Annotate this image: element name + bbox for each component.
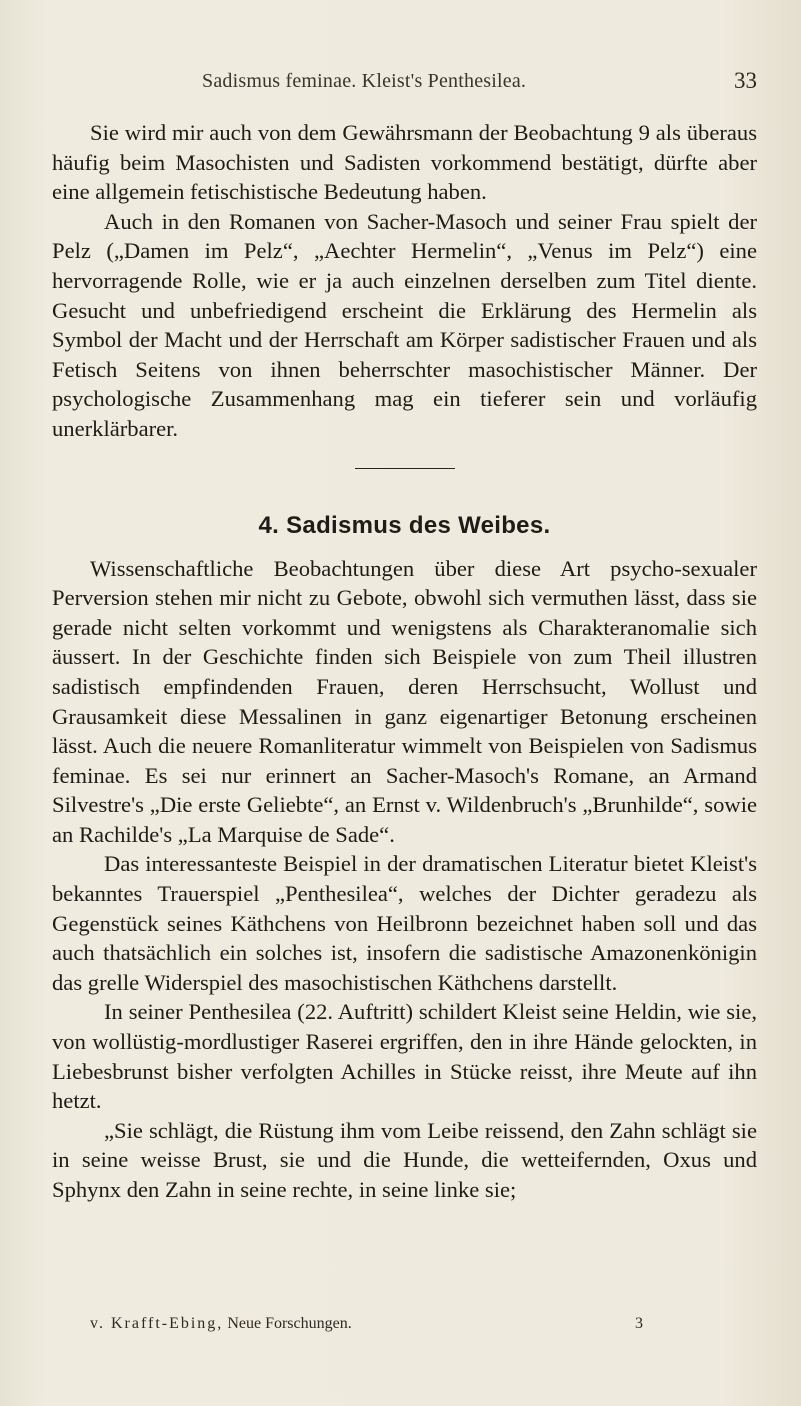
running-head: Sadismus feminae. Kleist's Penthesilea. <box>202 70 527 92</box>
paragraph: Auch in den Romanen von Sacher-Masoch und seiner Frau spielt der Pelz („Damen im Pelz“, „Aechter Hermelin“, „Venus im Pelz“) eine hervorragende Rolle, wie er ja auch einzelnen derselben zum Titel diente. Gesucht und unbefriedigend erscheint die Erklärung des Hermelin als Symbol der Macht und der Herrschaft am Körper sadistischer Frauen und als Fetisch Seitens von ihnen beherrschter masochistischer Männer. Der psychologische Zusammenhang mag ein tieferer sein und vorläufig unerklärbarer. <box>52 208 757 441</box>
footer-signature: 3 <box>635 1315 643 1332</box>
paragraph: „Sie schlägt, die Rüstung ihm vom Leibe reissend, den Zahn schlägt sie in seine weisse Brust, sie und die Hunde, die wetteifernden, Oxus und Sphynx den Zahn in seine rechte, in seine linke sie; <box>52 1117 757 1202</box>
page-number: 33 <box>734 68 757 93</box>
footer-title: Neue Forschungen. <box>227 1315 352 1332</box>
page-footer <box>90 1315 757 1333</box>
paragraph: Wissenschaftliche Beobachtungen über diese Art psycho-sexualer Perversion stehen mir nicht zu Gebote, obwohl sich vermuthen lässt, dass sie gerade nicht selten vorkommt und wenigstens als Charakteranomalie sich äussert. In der Geschichte finden sich Beispiele von zum Theil illustren sadistisch empfindenden Frauen, deren Herrschsucht, Wollust und Grausamkeit diese Messalinen in ganz eigenartiger Betonung erscheinen lässt. Auch die neuere Romanliteratur wimmelt von Beispielen von Sadismus feminae. Es sei nur erinnert an Sacher-Masoch's Romane, an Armand Silvestre's „Die erste Geliebte“, an Ernst v. Wildenbruch's „Brunhilde“, sowie an Rachilde's „La Marquise de Sade“. <box>52 555 757 847</box>
section-heading: 4. Sadismus des Weibes. <box>258 511 551 539</box>
paragraph: Das interessanteste Beispiel in der dramatischen Literatur bietet Kleist's bekanntes Trauerspiel „Penthesilea“, welches der Dichter geradezu als Gegenstück seines Käthchens von Heilbronn bezeichnet haben soll und das auch thatsächlich ein solches ist, insofern die sadistische Amazonenkönigin das grelle Widerspiel des masochistischen Käthchens darstellt. <box>52 851 757 995</box>
paragraph: In seiner Penthesilea (22. Auftritt) schildert Kleist seine Heldin, wie sie, von wollüstig-mordlustiger Raserei ergriffen, den in ihre Hände gelockten, in Liebesbrunst bisher verfolgten Achilles in Stücke reisst, ihre Meute auf ihn hetzt. <box>52 999 757 1114</box>
page-body <box>52 118 757 1205</box>
section-divider <box>355 468 455 469</box>
page-header <box>52 70 757 100</box>
footer-author: v. Krafft-Ebing, <box>90 1315 224 1332</box>
paragraph: Sie wird mir auch von dem Gewährsmann der Beobachtung 9 als überaus häufig beim Masochisten und Sadisten vorkommend bestätigt, dürfte aber eine allgemein fetischistische Bedeutung haben. <box>52 120 757 205</box>
